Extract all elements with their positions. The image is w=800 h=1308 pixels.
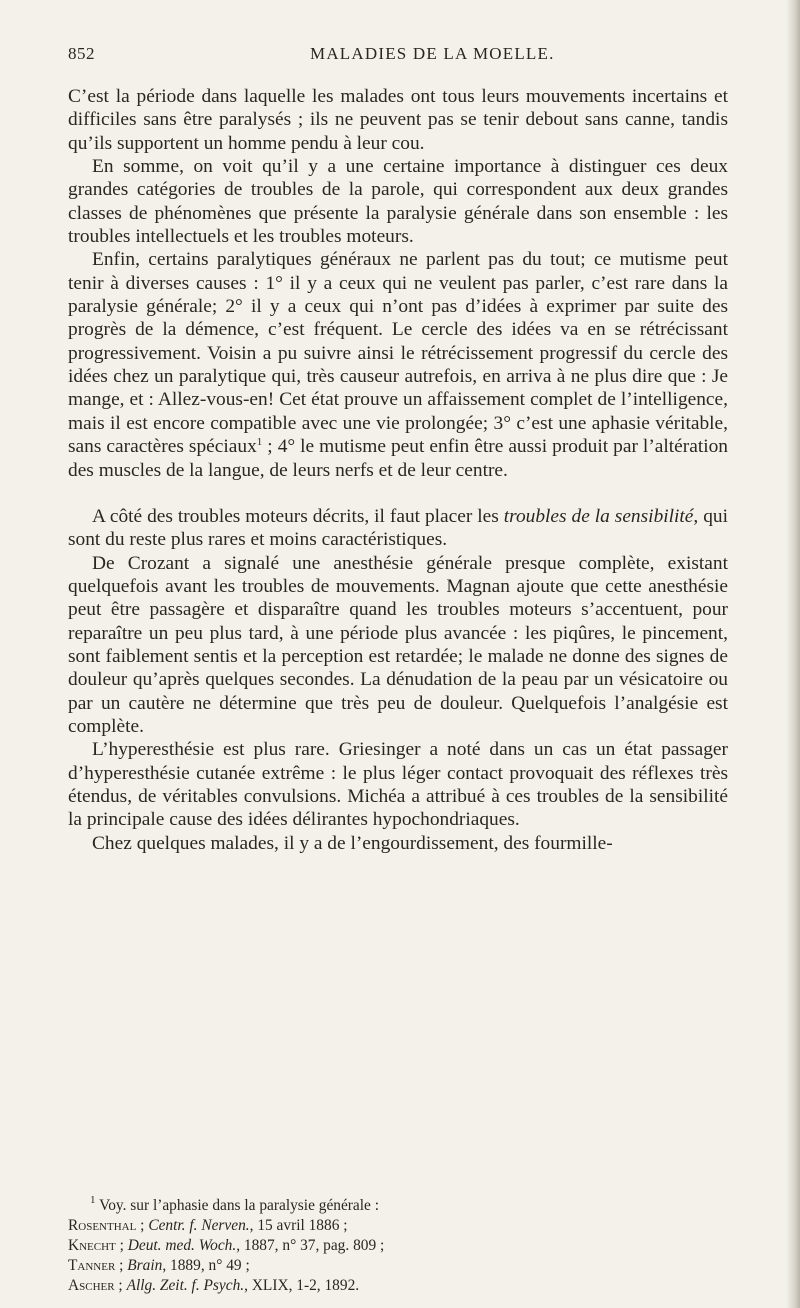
running-header	[68, 44, 728, 68]
citation-journal: Brain	[127, 1257, 163, 1274]
paragraph-text: A côté des troubles moteurs décrits, il faut placer les	[92, 505, 504, 527]
citation-journal: Allg. Zeit. f. Psych.	[126, 1277, 245, 1294]
footnote-citation: Ascher ; Allg. Zeit. f. Psych., XLIX, 1-2, 1892.	[68, 1277, 360, 1294]
footnote-citation: Knecht ; Deut. med. Woch., 1887, n° 37, pag. 809 ;	[68, 1237, 385, 1254]
footnote-citation: Tanner ; Brain, 1889, n° 49 ;	[68, 1257, 250, 1274]
footnote-marker: 1	[90, 1194, 96, 1206]
citation-details: , 1889, n° 49 ;	[162, 1257, 250, 1274]
citation-author: Knecht	[68, 1237, 116, 1254]
citation-details: , 1887, n° 37, pag. 809 ;	[236, 1237, 385, 1254]
paragraph-text: ; 4° le mutisme peut enfin être aussi produit par l’altération des muscles de la langue, de leurs nerfs et de leur centre.	[68, 436, 728, 481]
citation-details: , XLIX, 1-2, 1892.	[244, 1277, 360, 1294]
emphasis-text: troubles de la sensibilité	[503, 505, 694, 527]
footnote	[68, 1196, 728, 1216]
citation-author: Rosenthal	[68, 1217, 137, 1234]
body-text	[68, 85, 728, 855]
citation-author: Tanner	[68, 1257, 116, 1274]
citation-details: , 15 avril 1886 ;	[249, 1217, 348, 1234]
paragraph-text: , qui sont du reste plus rares et moins caractéristiques.	[68, 505, 728, 551]
paragraph	[68, 248, 728, 481]
footnotes	[68, 1196, 728, 1296]
paragraph	[68, 505, 728, 552]
paragraph: De Crozant a signalé une anesthésie générale presque complète, existant quelquefois avant les troubles de mouvements. Magnan ajoute que cette anesthésie peut être passagère et disparaître quand les troubles moteurs s’accentuent, pour reparaître un peu plus tard, à une période plus avancée : les piqûres, le pincement, sont faiblement sentis et la perception est retardée; le malade ne donne des signes de douleur qu’après quelques secondes. La dénudation de la peau par un vésicatoire ou par un cautère ne détermine que très peu de douleur. Quelquefois l’analgésie est complète.	[68, 552, 728, 737]
paragraph: C’est la période dans laquelle les malades ont tous leurs mouvements incertains et difficiles sans être paralysés ; ils ne peuvent pas se tenir debout sans canne, tandis qu’ils supportent un homme pendu à leur cou.	[68, 86, 728, 154]
paragraph-text: Enfin, certains paralytiques généraux ne parlent pas du tout; ce mutisme peut tenir à diverses causes : 1° il y a ceux qui ne veulent pas parler, c’est rare dans la paralysie générale; 2° il y a ceux qui n’ont pas d’idées à exprimer par suite des progrès de la démence, c’est fréquent. Le cercle des idées va en se rétrécissant progressivement. Voisin a pu suivre ainsi le rétrécissement progressif du cercle des idées chez un paralytique qui, très causeur autrefois, en arriva à ne plus dire que : Je mange, et : Allez-vous-en! Cet état prouve un affaissement complet de l’intelligence, mais il est encore compatible avec une vie prolongée; 3° c’est une aphasie véritable, sans caractères spéciaux	[68, 249, 728, 458]
page-number: 852	[68, 44, 95, 63]
footnote-ref: 1	[256, 436, 263, 449]
paragraph: En somme, on voit qu’il y a une certaine importance à distinguer ces deux grandes catégories de troubles de la parole, qui correspondent aux deux grandes classes de phénomènes que présente la paralysie générale dans son ensemble : les troubles intellectuels et les troubles moteurs.	[68, 156, 728, 248]
running-title: MALADIES DE LA MOELLE.	[310, 44, 555, 63]
citation-journal: Deut. med. Woch.	[127, 1237, 237, 1254]
footnote-text: Voy. sur l’aphasie dans la paralysie générale :	[95, 1197, 379, 1214]
citation-author: Ascher	[68, 1277, 115, 1294]
footnote-citation: Rosenthal ; Centr. f. Nerven., 15 avril 1886 ;	[68, 1217, 348, 1234]
paragraph: L’hyperesthésie est plus rare. Griesinger a noté dans un cas un état passager d’hyperesthésie cutanée extrême : le plus léger contact provoquait des réflexes très étendus, de véritables convulsions. Michéa a attribué à ces troubles de la sensibilité la principale cause des idées délirantes hypochondriaques.	[68, 739, 728, 831]
paragraph: Chez quelques malades, il y a de l’engourdissement, des fourmille-	[92, 832, 613, 854]
citation-journal: Centr. f. Nerven.	[148, 1217, 250, 1234]
page-edge-shadow	[786, 0, 800, 1308]
